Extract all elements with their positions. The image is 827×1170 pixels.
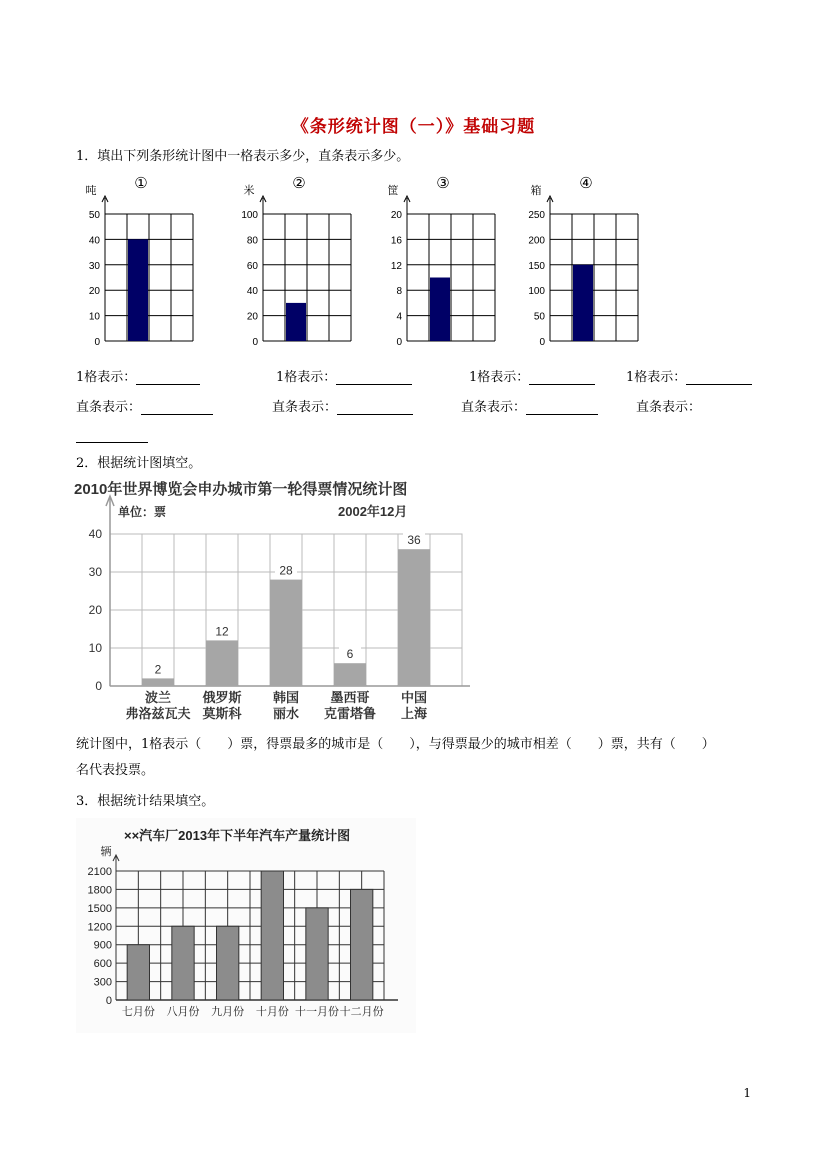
x-tick-label: 俄罗斯	[202, 690, 242, 705]
y-tick-label: 8	[396, 286, 402, 298]
chart-number: ①	[134, 175, 148, 192]
page-number: 1	[743, 1086, 751, 1100]
x-tick-label: 莫斯科	[202, 706, 242, 721]
x-tick-label: 上海	[400, 706, 428, 721]
x-tick-label: 弗洛兹瓦夫	[125, 706, 191, 721]
x-tick-label: 韩国	[272, 690, 300, 705]
y-tick-label: 30	[88, 260, 100, 272]
y-tick-label: 1500	[87, 902, 112, 915]
q1-cell-answer-4	[626, 366, 752, 385]
y-tick-label: 80	[246, 235, 258, 247]
small-chart-2	[241, 175, 351, 348]
bar	[206, 640, 238, 686]
y-tick-label: 20	[88, 603, 102, 617]
answer-blank[interactable]	[336, 372, 412, 385]
y-tick-label: 20	[246, 311, 258, 323]
x-tick-label: 丽水	[272, 706, 300, 721]
y-unit-label: 箱	[530, 185, 542, 197]
data-label: 2	[154, 662, 162, 677]
page-title: 《条形统计图（一）》基础习题	[291, 117, 536, 137]
bar-label: 直条表示：	[461, 400, 527, 415]
bar	[127, 945, 149, 1000]
y-tick-label: 20	[88, 286, 100, 298]
y-tick-label: 0	[539, 337, 545, 348]
y-tick-label: 100	[528, 286, 545, 298]
q1-bar-answer-2	[272, 396, 413, 415]
unit-label: 单位：票	[118, 505, 167, 519]
y-tick-label: 0	[95, 679, 102, 693]
q1-bar-answer-1	[76, 396, 213, 415]
chart-number: ②	[292, 175, 306, 192]
data-label: 28	[279, 563, 293, 578]
chart-number: ④	[579, 175, 593, 192]
data-label: 36	[407, 533, 421, 548]
small-chart-3	[388, 175, 496, 348]
x-tick-label: 九月份	[211, 1006, 245, 1018]
bar	[306, 908, 328, 1000]
x-tick-label: 克雷塔鲁	[323, 706, 377, 721]
y-tick-label: 10	[88, 641, 102, 655]
y-tick-label: 30	[88, 565, 102, 579]
bar	[430, 278, 450, 342]
data-label: 6	[346, 647, 354, 662]
y-tick-label: 40	[246, 286, 258, 298]
q3-prompt: 3．根据统计结果填空。	[76, 794, 215, 809]
bar-label: 直条表示：	[636, 400, 702, 415]
bar	[573, 265, 593, 341]
bar	[270, 580, 302, 686]
x-tick-label: 八月份	[166, 1006, 200, 1018]
chart-title: ××汽车厂2013年下半年汽车产量统计图	[124, 828, 351, 843]
y-tick-label: 250	[528, 210, 545, 221]
chart-title: 2010年世界博览会申办城市第一轮得票情况统计图	[74, 481, 408, 498]
q1-charts	[0, 170, 827, 355]
date-label: 2002年12月	[338, 504, 408, 519]
y-tick-label: 40	[88, 527, 102, 541]
q1-bar-answer-3	[461, 396, 598, 415]
y-unit-label: 米	[243, 185, 255, 197]
q1-prompt: 1．填出下列条形统计图中一格表示多少，直条表示多少。	[76, 149, 410, 164]
bar-label: 直条表示：	[76, 400, 142, 415]
x-tick-label: 七月份	[121, 1006, 155, 1018]
small-chart-4	[528, 175, 638, 348]
q3-chart	[76, 818, 416, 1033]
x-tick-label: 十月份	[255, 1006, 289, 1018]
bar	[286, 303, 306, 341]
y-unit-label: 筐	[387, 185, 399, 197]
answer-blank[interactable]	[337, 402, 413, 415]
y-tick-label: 20	[390, 210, 402, 221]
y-tick-label: 300	[93, 976, 112, 989]
y-tick-label: 0	[252, 337, 258, 348]
bar	[398, 549, 430, 686]
bar	[172, 926, 194, 1000]
y-tick-label: 16	[390, 235, 402, 247]
q1-cell-answer-1	[76, 366, 200, 385]
cell-label: 1格表示：	[469, 370, 530, 385]
bar	[217, 926, 239, 1000]
q1-bar-answer-4-blank-line	[76, 424, 148, 443]
y-unit-label: 辆	[100, 846, 112, 858]
answer-blank[interactable]	[529, 372, 595, 385]
y-tick-label: 12	[390, 260, 402, 272]
y-tick-label: 50	[533, 311, 545, 323]
bar	[261, 871, 283, 1000]
y-tick-label: 1200	[87, 921, 112, 934]
y-tick-label: 40	[88, 235, 100, 247]
q2-chart	[70, 476, 470, 726]
answer-blank[interactable]	[526, 402, 598, 415]
cell-label: 1格表示：	[626, 370, 687, 385]
q1-bar-answer-4	[636, 396, 701, 415]
answer-blank[interactable]	[76, 430, 148, 443]
y-tick-label: 150	[528, 260, 545, 272]
x-tick-label: 中国	[400, 690, 428, 705]
cell-label: 1格表示：	[76, 370, 137, 385]
y-tick-label: 0	[396, 337, 402, 348]
bar	[128, 239, 148, 341]
q2-prompt: 2．根据统计图填空。	[76, 456, 202, 471]
answer-blank[interactable]	[686, 372, 752, 385]
y-tick-label: 100	[241, 210, 258, 221]
x-tick-label: 十一月份	[295, 1006, 339, 1018]
answer-blank[interactable]	[141, 402, 213, 415]
y-tick-label: 10	[88, 311, 100, 323]
bar	[142, 678, 174, 686]
cell-label: 1格表示：	[276, 370, 337, 385]
q1-cell-answer-3	[469, 366, 595, 385]
q1-cell-answer-2	[276, 366, 412, 385]
y-tick-label: 900	[93, 939, 112, 952]
y-tick-label: 0	[105, 995, 112, 1007]
q2-line2: 名代表投票。	[76, 763, 155, 778]
y-tick-label: 2100	[87, 866, 112, 878]
x-tick-label: 十二月份	[339, 1006, 384, 1018]
y-tick-label: 1800	[87, 884, 112, 897]
bar	[334, 663, 366, 686]
q2-line1: 统计图中，1格表示（ ）票，得票最多的城市是（ ），与得票最少的城市相差（ ）票，共有（ ）	[76, 737, 715, 752]
answer-blank[interactable]	[136, 372, 200, 385]
x-tick-label: 波兰	[144, 690, 172, 705]
y-tick-label: 200	[528, 235, 545, 247]
y-tick-label: 60	[246, 260, 258, 272]
data-label: 12	[215, 624, 229, 639]
bar	[351, 889, 373, 1000]
y-tick-label: 0	[94, 337, 100, 348]
small-chart-1	[86, 175, 194, 348]
y-unit-label: 吨	[85, 185, 97, 197]
chart-number: ③	[436, 175, 450, 192]
bar-label: 直条表示：	[272, 400, 338, 415]
y-tick-label: 50	[88, 210, 100, 221]
y-tick-label: 600	[93, 958, 112, 971]
y-tick-label: 4	[396, 311, 402, 323]
x-tick-label: 墨西哥	[330, 690, 370, 705]
